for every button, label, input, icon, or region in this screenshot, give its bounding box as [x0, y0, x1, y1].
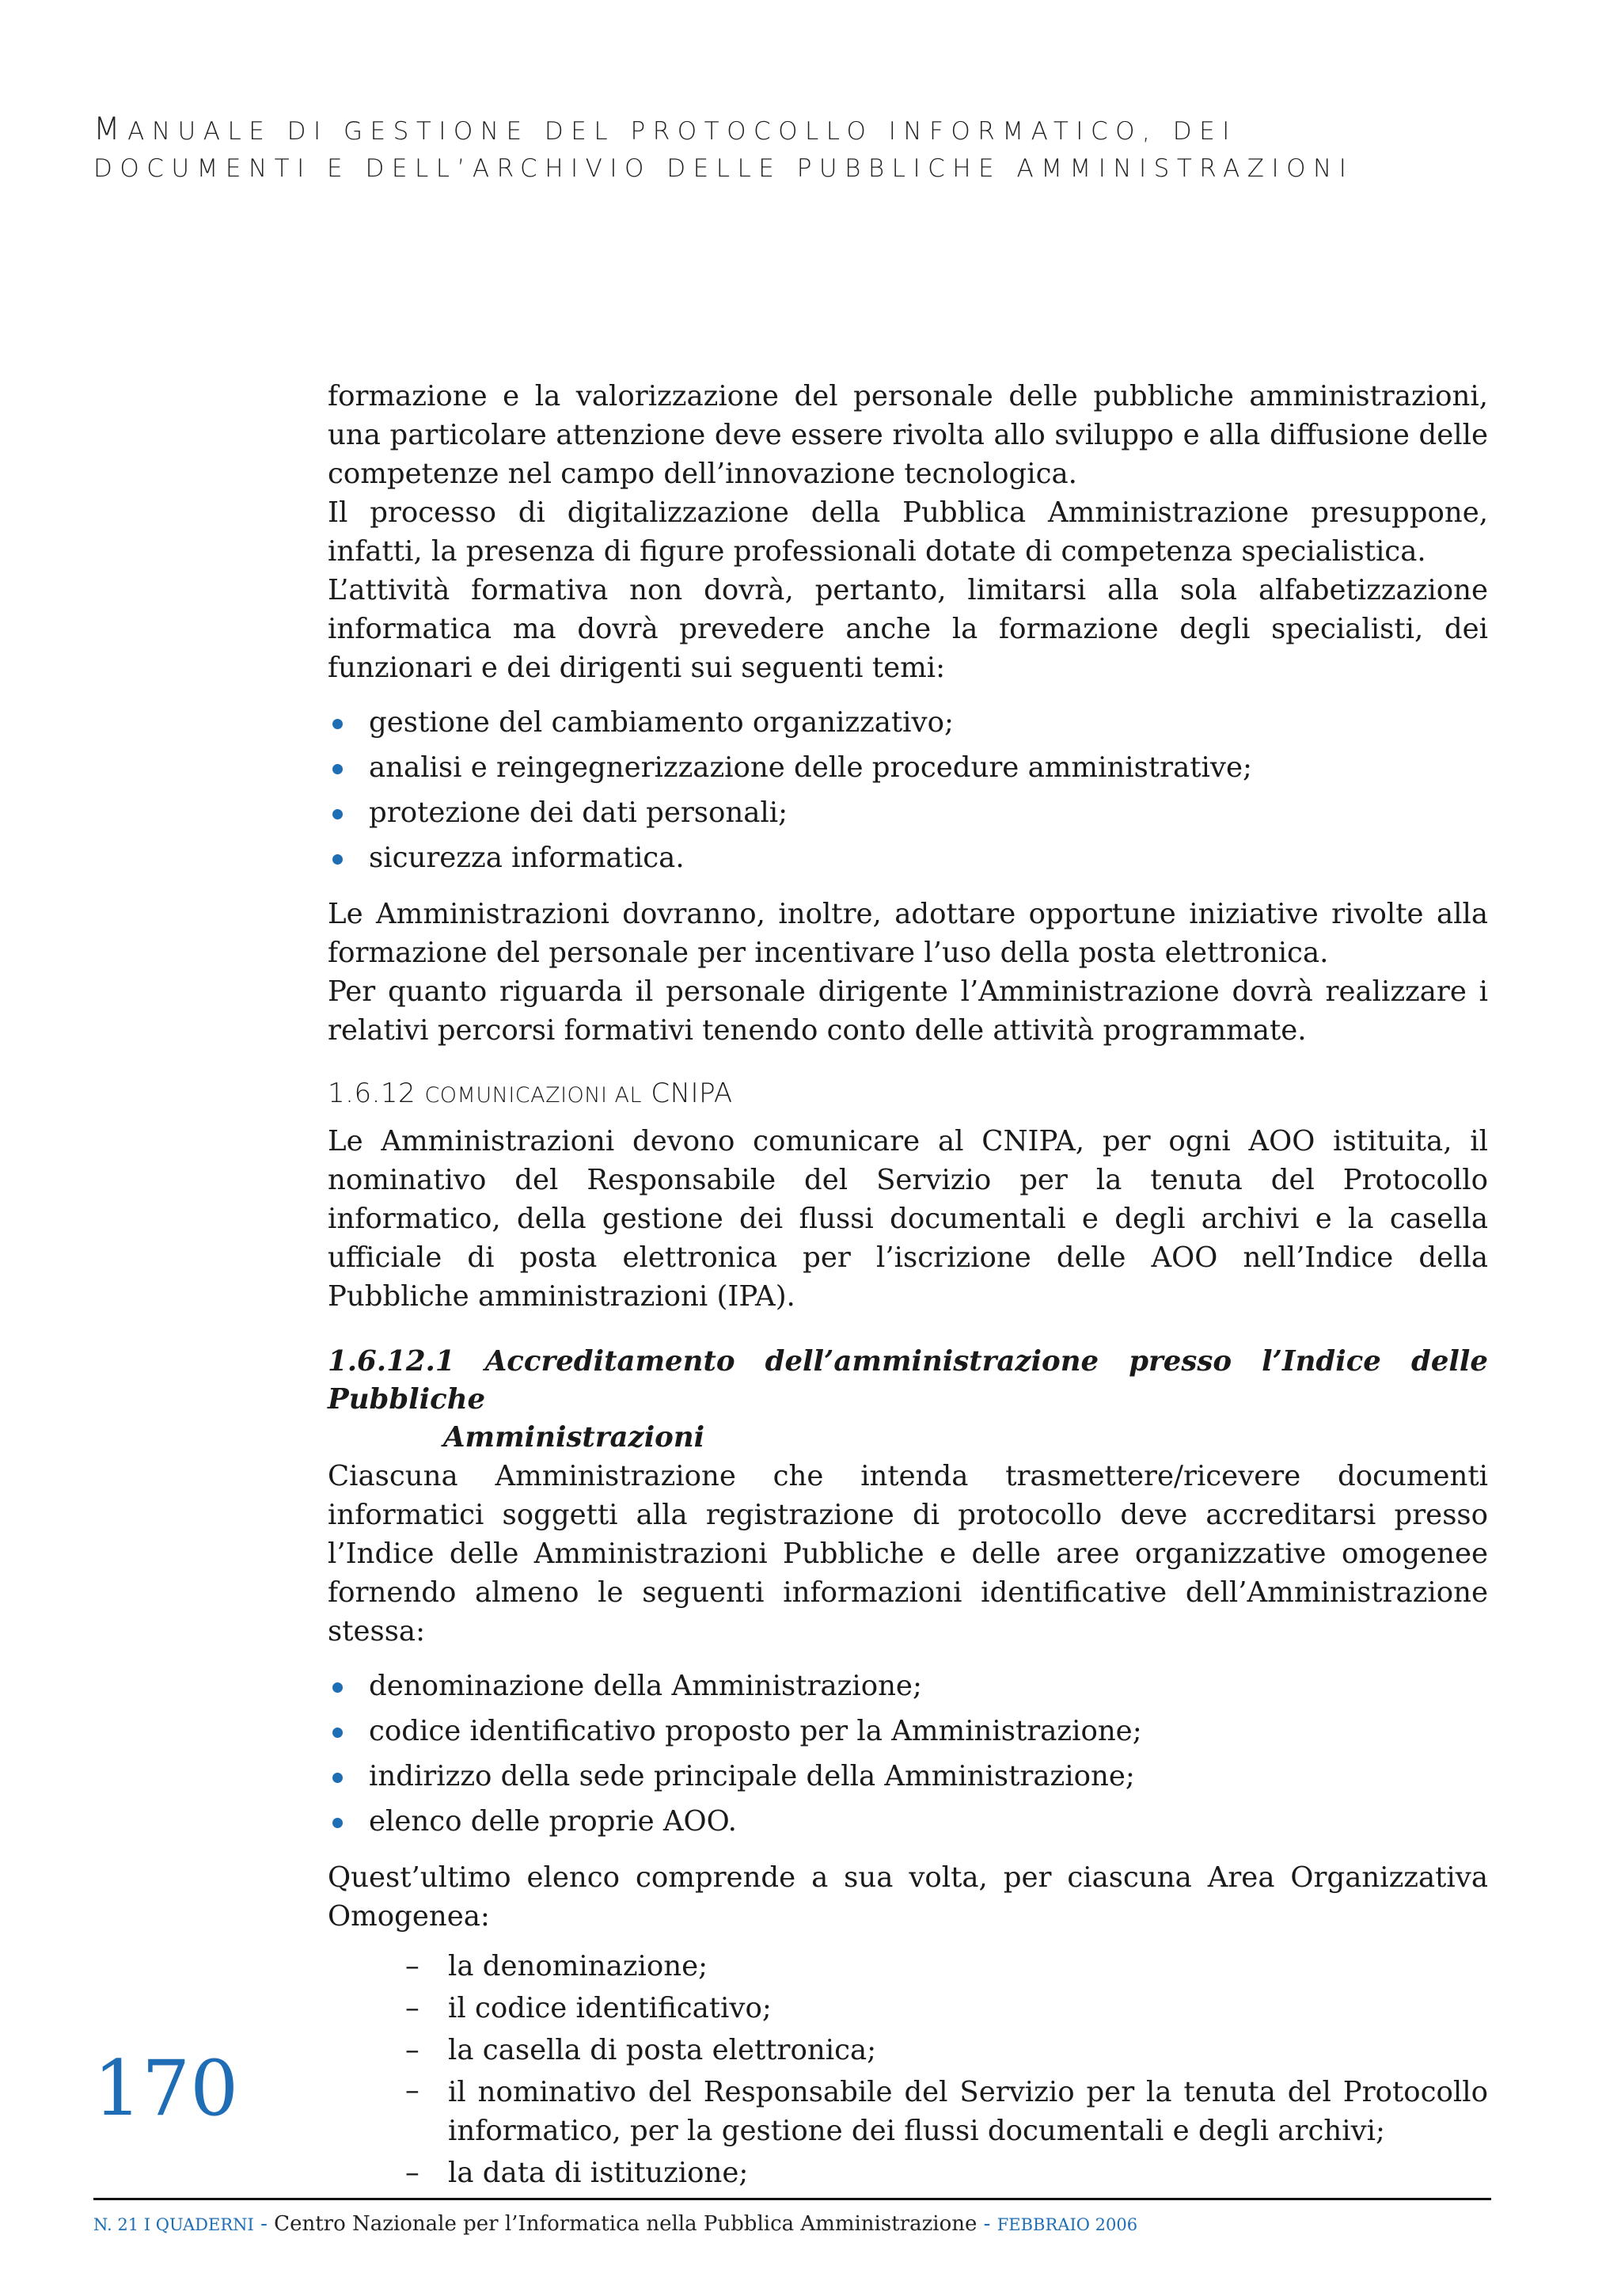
- bullet-icon: [332, 1773, 343, 1783]
- bullet-icon: [332, 854, 343, 865]
- list-item: sicurezza informatica.: [328, 835, 1488, 880]
- list-item: – il codice identificativo;: [405, 1987, 1488, 2029]
- section-title-tail: CNIPA: [642, 1078, 733, 1109]
- dash-marker: –: [405, 1950, 419, 1982]
- footer-date: FEBBRAIO 2006: [997, 2215, 1138, 2234]
- list-item: – la casella di posta elettronica;: [405, 2029, 1488, 2071]
- aoo-details-list: [328, 1945, 1488, 2194]
- identification-info-list: [328, 1663, 1488, 1844]
- section-number: 1.6.12: [328, 1078, 425, 1109]
- list-item: protezione dei dati personali;: [328, 790, 1488, 835]
- header-line-1-text: ANUALE DI GESTIONE DEL PROTOCOLLO INFORMATICO, DEI: [127, 117, 1237, 146]
- paragraph-5: Per quanto riguarda il personale dirigente l’Amministrazione dovrà realizzare i relativi percorsi formativi tenendo conto delle attività programmate.: [328, 975, 1488, 1047]
- page-footer: [93, 2212, 1137, 2236]
- page-number: 170: [93, 2044, 239, 2133]
- list-item: codice identificativo proposto per la Amministrazione;: [328, 1709, 1488, 1754]
- dash-marker: –: [405, 2034, 419, 2066]
- subsection-heading-continued: Amministrazioni: [443, 1421, 705, 1454]
- dash-marker: –: [405, 1992, 419, 2024]
- paragraph-3: L’attività formativa non dovrà, pertanto, limitarsi alla sola alfabetizzazione informatica ma dovrà prevedere anche la formazione degli specialisti, dei funzionari e dei dirigenti sui seguenti temi:: [328, 574, 1488, 684]
- bullet-icon: [332, 1728, 343, 1738]
- subsection-heading: 1.6.12.1 Accreditamento dell’amministrazione presso l’Indice delle Pubbliche: [328, 1345, 1488, 1416]
- list-item: – la denominazione;: [405, 1945, 1488, 1987]
- running-header-line-1: [93, 111, 1534, 150]
- footer-separator: -: [253, 2212, 275, 2236]
- list-item: – la data di istituzione;: [405, 2152, 1488, 2194]
- header-initial: M: [93, 112, 128, 147]
- list-item: analisi e reingegnerizzazione delle procedure amministrative;: [328, 745, 1488, 790]
- list-item: elenco delle proprie AOO.: [328, 1799, 1488, 1844]
- training-topics-list: [328, 700, 1488, 880]
- section-heading: [328, 1074, 1488, 1116]
- bullet-icon: [332, 1682, 343, 1693]
- paragraph-1: formazione e la valorizzazione del personale delle pubbliche amministrazioni, una particolare attenzione deve essere rivolta allo sviluppo e alla diffusione delle competenze nel campo dell’innovazione tecnologica.: [328, 380, 1488, 490]
- running-header-line-2: DOCUMENTI E DELL’ARCHIVIO DELLE PUBBLICHE AMMINISTRAZIONI: [93, 154, 1354, 183]
- bullet-icon: [332, 809, 343, 819]
- footer-issue: N. 21 I QUADERNI: [93, 2215, 254, 2234]
- paragraph-8: Quest’ultimo elenco comprende a sua volta, per ciascuna Area Organizzativa Omogenea:: [328, 1861, 1488, 1933]
- section-title: COMUNICAZIONI AL: [424, 1083, 643, 1108]
- footer-organization: Centro Nazionale per l’Informatica nella Pubblica Amministrazione: [274, 2212, 978, 2236]
- bullet-icon: [332, 1818, 343, 1828]
- paragraph-6: Le Amministrazioni devono comunicare al CNIPA, per ogni AOO istituita, il nominativo del Responsabile del Servizio per la tenuta del Protocollo informatico, della gestione dei flussi documentali e degli archivi e la casella ufficiale di posta elettronica per l’iscrizione delle AOO nell’Indice della Pubbliche amministrazioni (IPA).: [328, 1125, 1488, 1313]
- paragraph-2: Il processo di digitalizzazione della Pubblica Amministrazione presuppone, infatti, la presenza di figure professionali dotate di competenza specialistica.: [328, 496, 1488, 568]
- list-item: – il nominativo del Responsabile del Servizio per la tenuta del Protocollo informatico, per la gestione dei flussi documentali e degli archivi;: [405, 2071, 1488, 2152]
- footer-divider: [93, 2198, 1491, 2200]
- dash-marker: –: [405, 2074, 419, 2107]
- paragraph-7: Ciascuna Amministrazione che intenda trasmettere/ricevere documenti informatici soggetti alla registrazione di protocollo deve accreditarsi presso l’Indice delle Amministrazioni Pubbliche e delle aree organizzative omogenee fornendo almeno le seguenti informazioni identificative dell’Amministrazione stessa:: [328, 1460, 1488, 1648]
- footer-separator: -: [977, 2212, 997, 2236]
- bullet-icon: [332, 764, 343, 774]
- list-item: indirizzo della sede principale della Amministrazione;: [328, 1754, 1488, 1799]
- list-item: gestione del cambiamento organizzativo;: [328, 700, 1488, 745]
- page-body: [328, 377, 1488, 2194]
- dash-marker: –: [405, 2157, 419, 2189]
- bullet-icon: [332, 719, 343, 729]
- list-item: denominazione della Amministrazione;: [328, 1663, 1488, 1709]
- paragraph-4: Le Amministrazioni dovranno, inoltre, adottare opportune iniziative rivolte alla formazione del personale per incentivare l’uso della posta elettronica.: [328, 898, 1488, 969]
- running-header: [93, 111, 1534, 188]
